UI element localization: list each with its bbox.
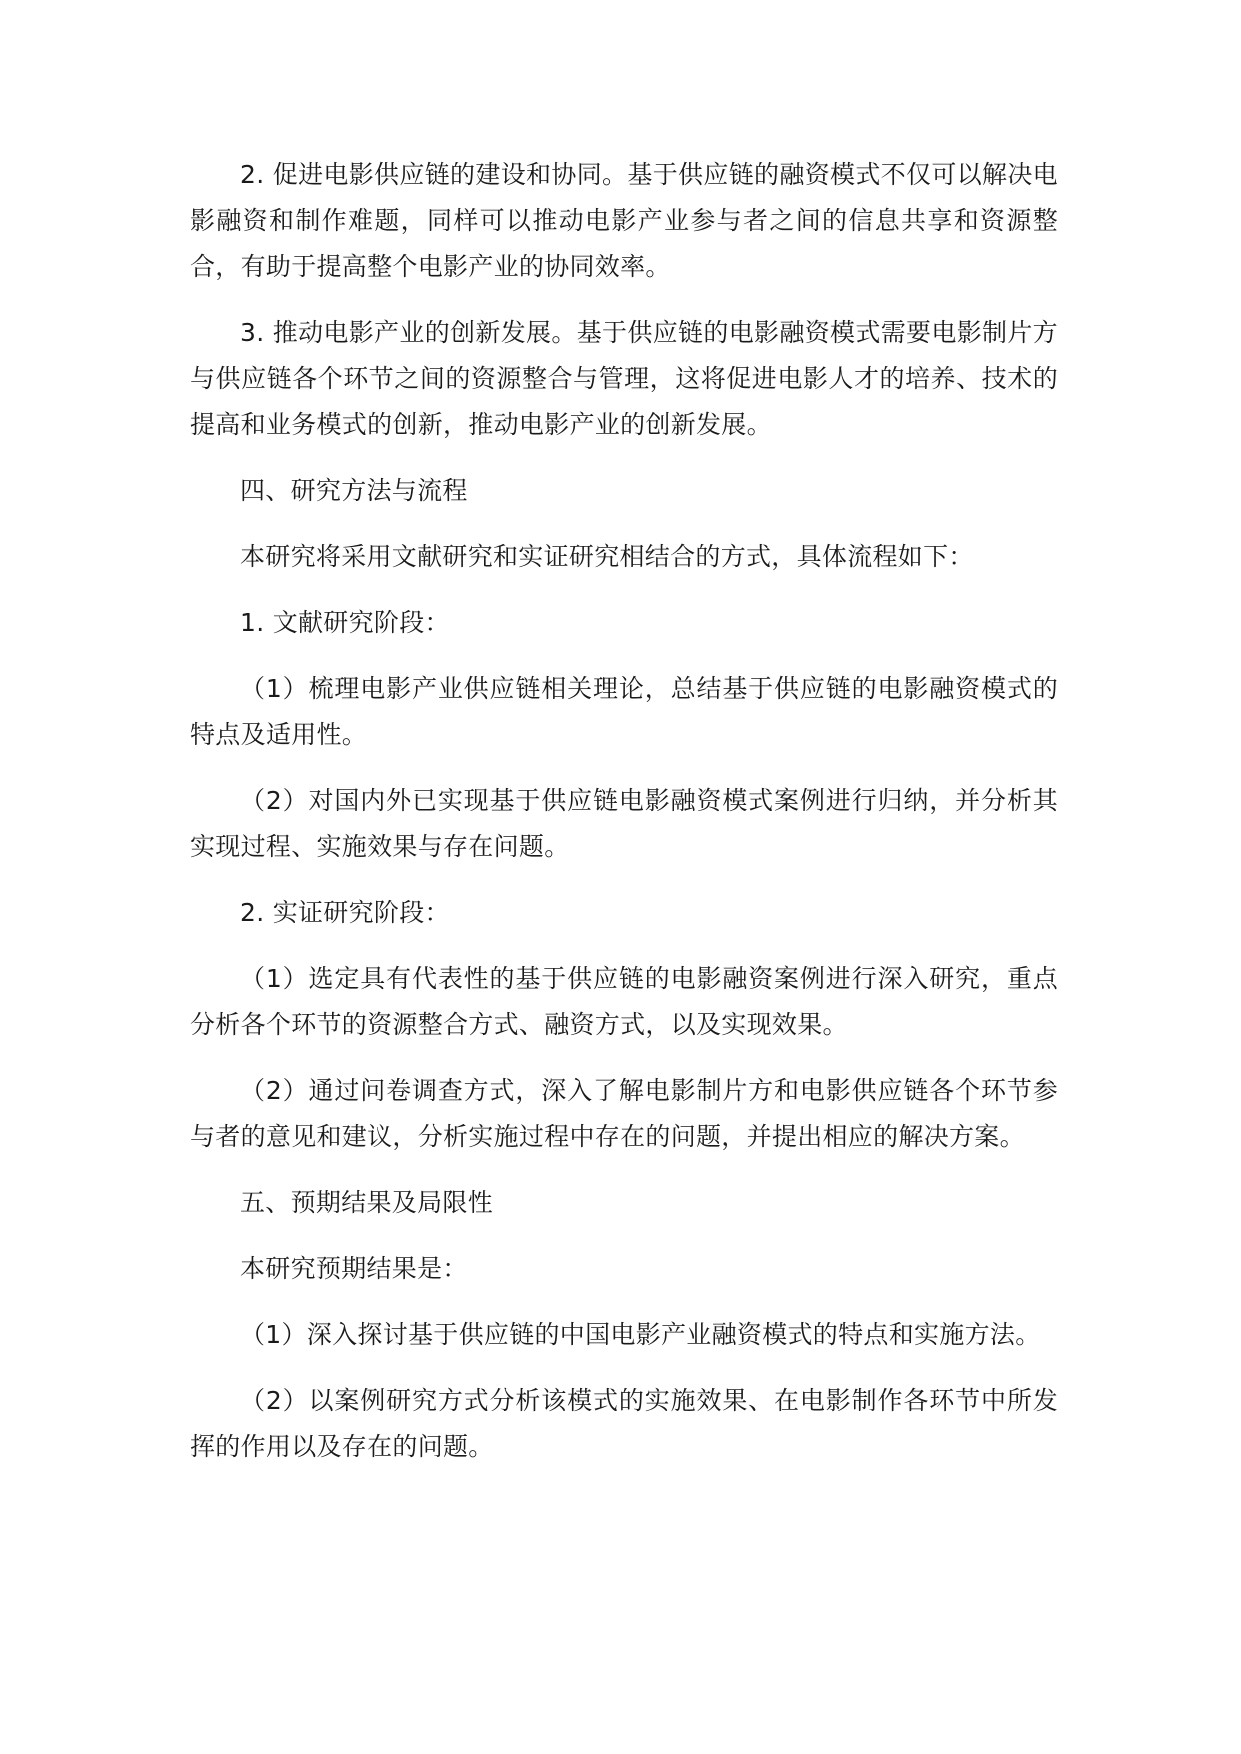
paragraph-promote-innovation: 3. 推动电影产业的创新发展。基于供应链的电影融资模式需要电影制片方与供应链各个环节之间的资源整合与管理，这将促进电影人才的培养、技术的提高和业务模式的创新，推动电影产业的创新发展。: [190, 318, 1058, 439]
paragraph-expected-intro: 本研究预期结果是：: [240, 1254, 468, 1283]
subheading-empirical-stage: 2. 实证研究阶段：: [240, 898, 450, 927]
list-item-expected-1: （1）深入探讨基于供应链的中国电影产业融资模式的特点和实施方法。: [240, 1320, 1041, 1349]
section-heading-methods: 四、研究方法与流程: [240, 476, 468, 505]
paragraph-promote-supply-chain: 2. 促进电影供应链的建设和协同。基于供应链的融资模式不仅可以解决电影融资和制作难题，同样可以推动电影产业参与者之间的信息共享和资源整合，有助于提高整个电影产业的协同效率。: [190, 160, 1058, 281]
list-item-literature-2: （2）对国内外已实现基于供应链电影融资模式案例进行归纳，并分析其实现过程、实施效果与存在问题。: [190, 786, 1058, 861]
list-item-empirical-2: （2）通过问卷调查方式，深入了解电影制片方和电影供应链各个环节参与者的意见和建议，分析实施过程中存在的问题，并提出相应的解决方案。: [190, 1076, 1058, 1151]
list-item-empirical-1: （1）选定具有代表性的基于供应链的电影融资案例进行深入研究，重点分析各个环节的资源整合方式、融资方式，以及实现效果。: [190, 964, 1058, 1039]
subheading-literature-stage: 1. 文献研究阶段：: [240, 608, 450, 637]
document-body: [190, 152, 1058, 1490]
list-item-expected-2: （2）以案例研究方式分析该模式的实施效果、在电影制作各环节中所发挥的作用以及存在的问题。: [190, 1386, 1058, 1461]
paragraph-methods-intro: 本研究将采用文献研究和实证研究相结合的方式，具体流程如下：: [240, 542, 974, 571]
list-item-literature-1: （1）梳理电影产业供应链相关理论，总结基于供应链的电影融资模式的特点及适用性。: [190, 674, 1058, 749]
section-heading-expected-results: 五、预期结果及局限性: [240, 1188, 494, 1217]
